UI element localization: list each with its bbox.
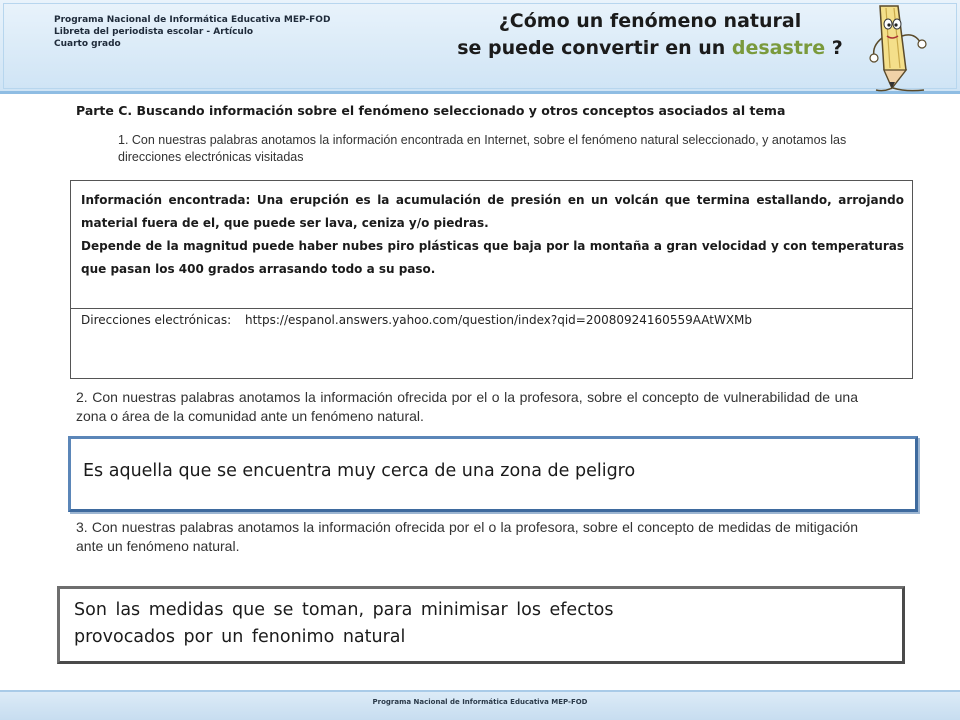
section-heading: Parte C. Buscando información sobre el fenómeno seleccionado y otros conceptos asociados al tema	[76, 103, 786, 118]
addresses-cell[interactable]	[71, 309, 912, 378]
addresses-label: Direcciones electrónicas:	[81, 313, 232, 327]
instruction-1: 1. Con nuestras palabras anotamos la información encontrada en Internet, sobre el fenómeno natural seleccionado, y anotamos las direcciones electrónicas visitadas	[118, 133, 847, 164]
program-name: Programa Nacional de Informática Educativa MEP-FOD	[54, 15, 331, 25]
footer-text: Programa Nacional de Informática Educativa MEP-FOD	[372, 698, 588, 706]
addresses-url: https://espanol.answers.yahoo.com/question/index?qid=20080924160559AAtWXMb	[244, 313, 753, 327]
page-title	[430, 8, 870, 62]
info-table	[70, 180, 913, 379]
pencil-character-icon	[862, 2, 934, 94]
title-line-1: ¿Cómo un fenómeno natural	[498, 10, 802, 32]
mitigation-answer-line-2: provocados por un fenonimo natural	[74, 627, 406, 647]
instruction-3: 3. Con nuestras palabras anotamos la información ofrecida por el o la profesora, sobre el concepto de medidas de mitigación ante un fenómeno natural.	[76, 519, 858, 554]
vulnerability-answer-text: Es aquella que se encuentra muy cerca de una zona de peligro	[83, 461, 636, 481]
mitigation-answer-box[interactable]	[57, 586, 905, 664]
title-line-2	[430, 35, 870, 62]
grade-label: Cuarto grado	[54, 39, 121, 49]
notebook-name: Libreta del periodista escolar - Artículo	[54, 27, 254, 37]
info-paragraph-1: Información encontrada: Una erupción es la acumulación de presión en un volcán que termina estallando, arrojando material fuera de el, que puede ser lava, ceniza y/o piedras.	[81, 193, 904, 230]
title-line-2-end: ?	[825, 37, 843, 59]
vulnerability-answer-box[interactable]	[68, 436, 918, 512]
instruction-2: 2. Con nuestras palabras anotamos la información ofrecida por el o la profesora, sobre el concepto de vulnerabilidad de una zona o área de la comunidad ante un fenómeno natural.	[76, 389, 858, 424]
title-line-2-text: se puede convertir en un	[457, 37, 732, 59]
footer-band	[0, 690, 960, 720]
title-accent-word: desastre	[731, 37, 826, 59]
header-band	[0, 0, 960, 94]
mitigation-answer-line-1: Son las medidas que se toman, para minimisar los efectos	[74, 600, 614, 620]
info-paragraph-2: Depende de la magnitud puede haber nubes piro plásticas que baja por la montaña a gran velocidad y con temperaturas que pasan los 400 grados arrasando todo a su paso.	[81, 239, 904, 276]
program-info	[54, 14, 394, 50]
info-found-cell[interactable]	[71, 181, 912, 309]
